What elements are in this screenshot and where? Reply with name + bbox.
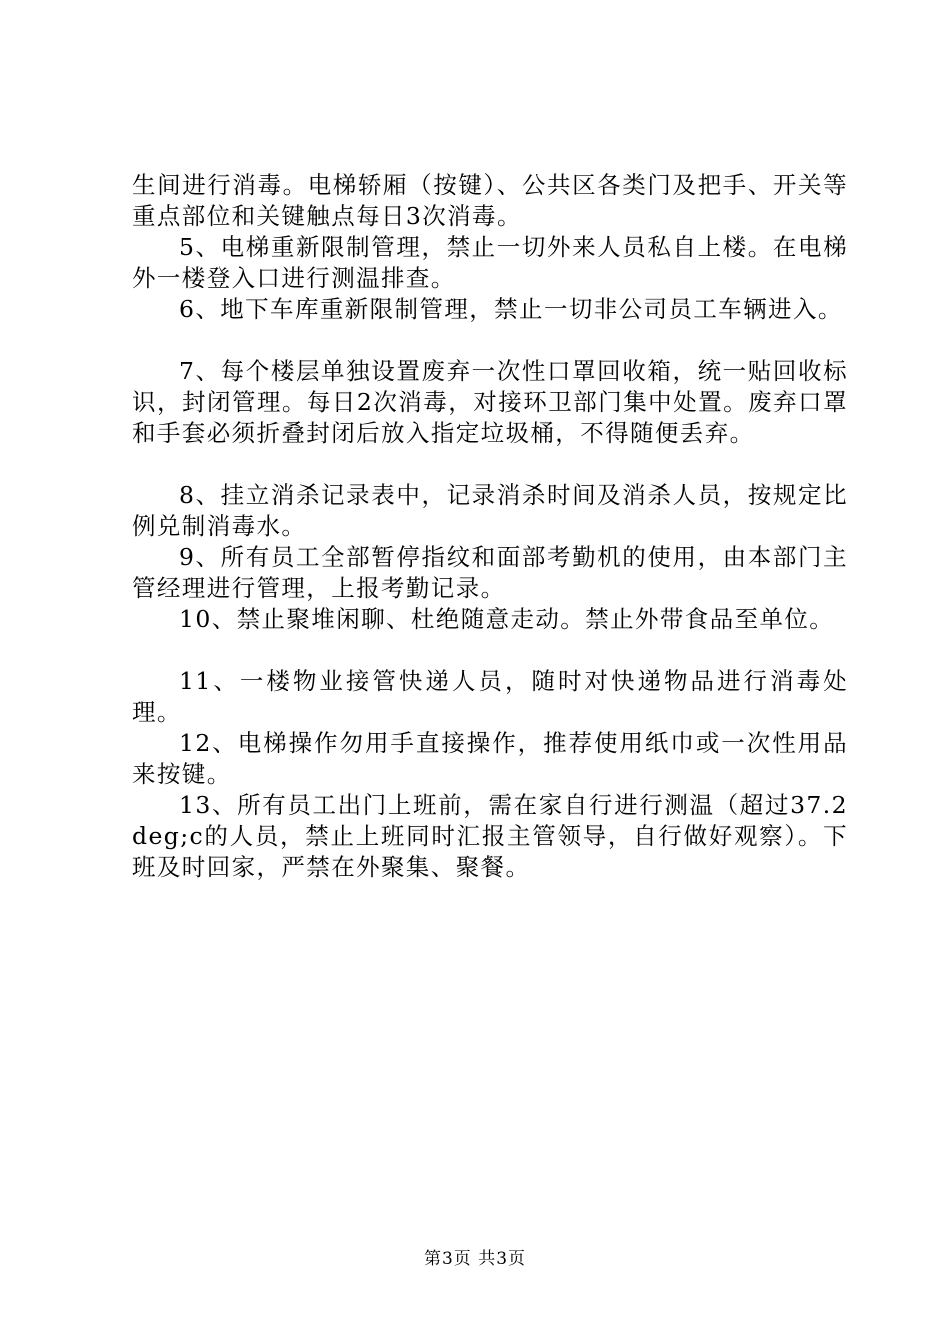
paragraph-item-12: 12、电梯操作勿用手直接操作，推荐使用纸巾或一次性用品来按键。 (132, 729, 848, 788)
paragraph-continued: 生间进行消毒。电梯轿厢（按键）、公共区各类门及把手、开关等重点部位和关键触点每日3次消毒。 (132, 171, 848, 230)
paragraph-item-6: 6、地下车库重新限制管理，禁止一切非公司员工车辆进入。 (179, 295, 843, 323)
paragraph-item-5: 5、电梯重新限制管理，禁止一切外来人员私自上楼。在电梯外一楼登入口进行测温排查。 (132, 233, 848, 292)
page-number-footer: 第3页 共3页 (423, 1249, 527, 1269)
document-body (132, 170, 848, 883)
paragraph-item-8: 8、挂立消杀记录表中，记录消杀时间及消杀人员，按规定比例兑制消毒水。 (132, 481, 848, 540)
paragraph-item-11: 11、一楼物业接管快递人员，随时对快递物品进行消毒处理。 (132, 667, 848, 726)
paragraph-item-10: 10、禁止聚堆闲聊、杜绝随意走动。禁止外带食品至单位。 (179, 605, 835, 633)
paragraph-item-7: 7、每个楼层单独设置废弃一次性口罩回收箱，统一贴回收标识，封闭管理。每日2次消毒，对接环卫部门集中处置。废弃口罩和手套必须折叠封闭后放入指定垃圾桶，不得随便丢弃。 (132, 357, 848, 447)
paragraph-item-13: 13、所有员工出门上班前，需在家自行进行测温（超过37.2deg;c的人员，禁止上班同时汇报主管领导，自行做好观察）。下班及时回家，严禁在外聚集、聚餐。 (132, 791, 848, 881)
paragraph-item-9: 9、所有员工全部暂停指纹和面部考勤机的使用，由本部门主管经理进行管理，上报考勤记录。 (132, 543, 848, 602)
